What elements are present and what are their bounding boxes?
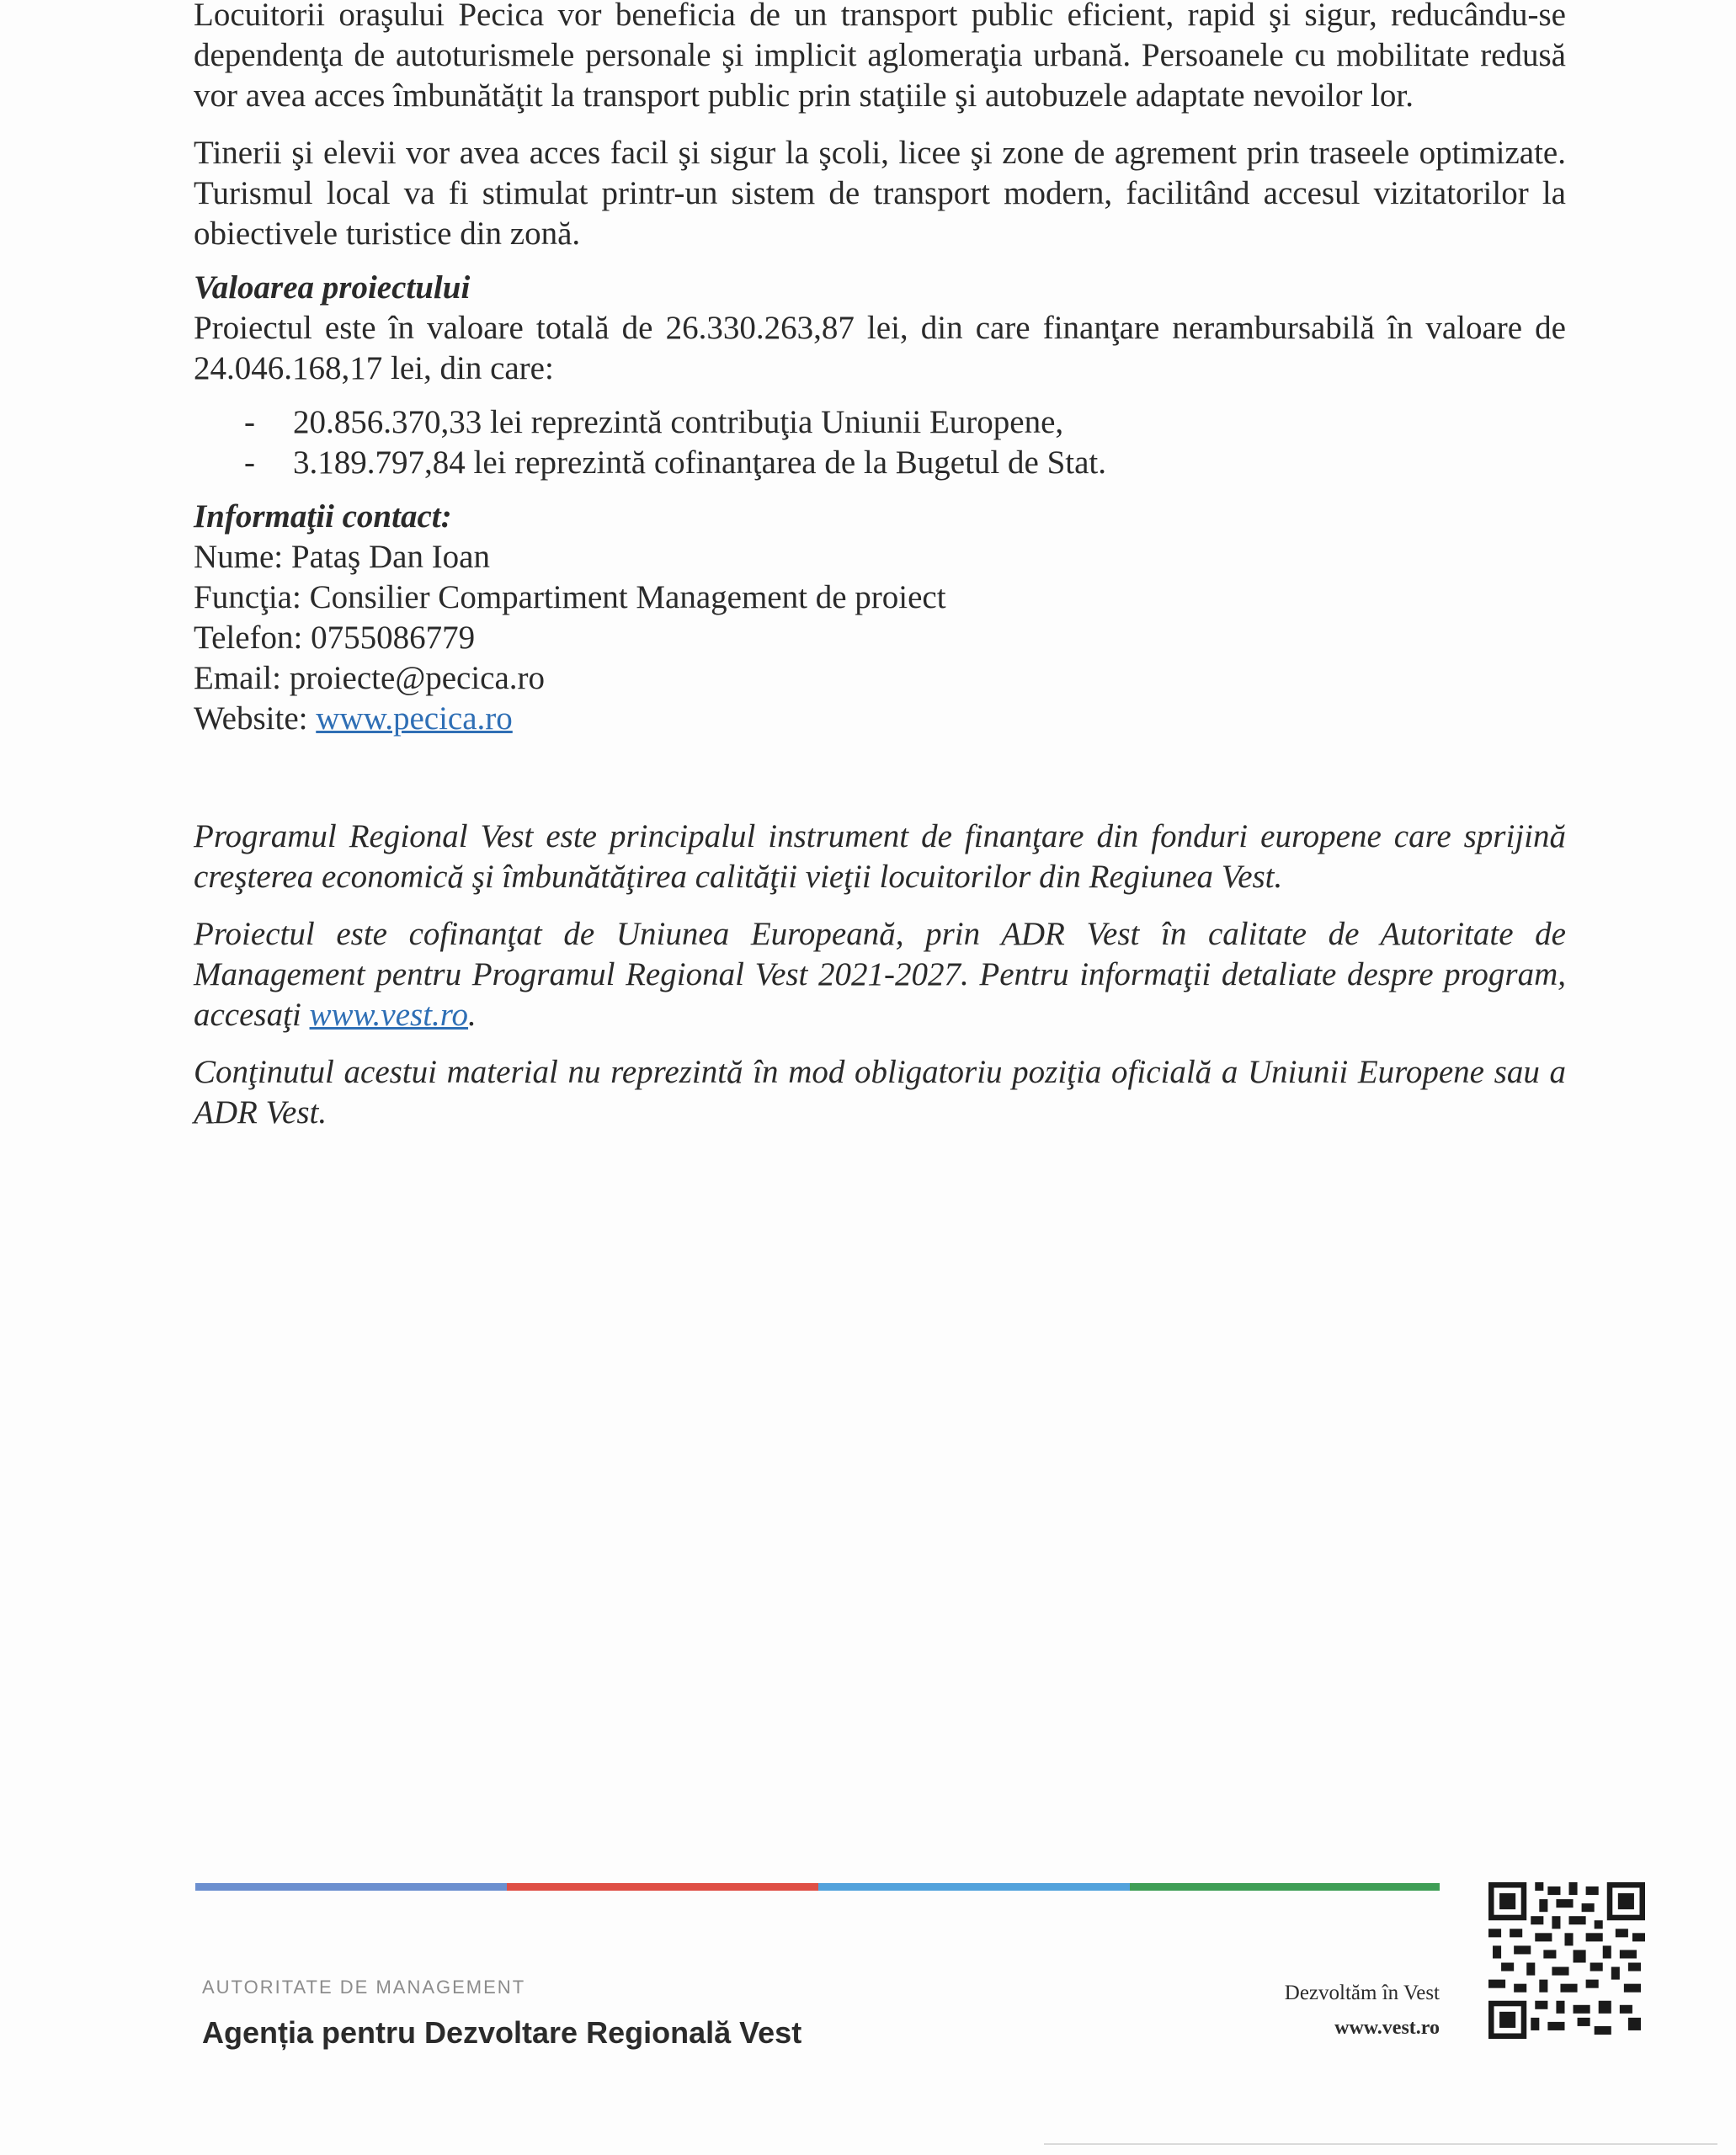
footer-bar-blue	[195, 1883, 507, 1891]
contact-function: Funcţia: Consilier Compartiment Management de proiect	[194, 579, 946, 615]
value-heading: Valoarea proiectului	[194, 269, 471, 306]
website-link[interactable]: www.pecica.ro	[316, 700, 513, 737]
qr-code-icon	[1488, 1882, 1645, 2039]
italic-disclaimer: Conţinutul acestui material nu reprezintă în mod obligatoriu poziţia oficială a Uniunii Europene sau a ADR Vest.	[194, 1054, 1566, 1131]
paragraph-benefits-residents: Locuitorii oraşului Pecica vor beneficia de un transport public eficient, rapid şi sigur, reducându-se dependenţa de autoturismele personale şi implicit aglomeraţia urbană. Persoanele cu mobilitate redusă vor avea acces îmbunătăţit la transport public prin staţiile şi autobuzele adaptate nevoilor lor.	[194, 0, 1566, 114]
funding-list	[194, 402, 1566, 483]
vest-link[interactable]: www.vest.ro	[309, 997, 469, 1033]
footer-organization: Agenția pentru Dezvoltare Regională Vest	[202, 2015, 802, 2050]
footer-bar-lightblue	[818, 1883, 1130, 1891]
contact-phone: Telefon: 0755086779	[194, 620, 476, 656]
bottom-divider	[1044, 2143, 1717, 2145]
footer-authority-label: AUTORITATE DE MANAGEMENT	[202, 1977, 526, 1998]
footer-slogan: Dezvoltăm în Vest	[1284, 1982, 1440, 2004]
italic-program-info: Programul Regional Vest este principalul instrument de finanţare din fonduri europene care sprijină creşterea economică şi îmbunătăţirea calităţii vieţii locuitorilor din Regiunea Vest.	[194, 818, 1566, 895]
list-item: - 3.189.797,84 lei reprezintă cofinanţarea de la Bugetul de Stat.	[244, 444, 1106, 481]
contact-name: Nume: Pataş Dan Ioan	[194, 539, 490, 575]
footer-bar-red	[507, 1883, 818, 1891]
contact-website: Website: www.pecica.ro	[194, 700, 513, 737]
italic-cofinancing-info: Proiectul este cofinanţat de Uniunea Europeană, prin ADR Vest în calitate de Autoritate de Management pentru Programul Regional Vest 2021-2027. Pentru informaţii detaliate despre program, accesaţi www.vest.ro.	[194, 916, 1566, 1033]
document-body	[194, 0, 1566, 1133]
footer-website: www.vest.ro	[1334, 2017, 1440, 2039]
contact-heading: Informaţii contact:	[194, 498, 452, 535]
paragraph-benefits-youth: Tinerii şi elevii vor avea acces facil şi sigur la şcoli, licee şi zone de agrement prin traseele optimizate. Turismul local va fi stimulat printr-un sistem de transport modern, facilitând accesul vizitatorilor la obiectivele turistice din zonă.	[194, 135, 1566, 252]
contact-email: Email: proiecte@pecica.ro	[194, 660, 546, 696]
value-text: Proiectul este în valoare totală de 26.330.263,87 lei, din care finanţare nerambursabilă în valoare de 24.046.168,17 lei, din care:	[194, 310, 1566, 386]
footer-bar-green	[1130, 1883, 1440, 1891]
list-item: - 20.856.370,33 lei reprezintă contribuţia Uniunii Europene,	[244, 404, 1064, 440]
